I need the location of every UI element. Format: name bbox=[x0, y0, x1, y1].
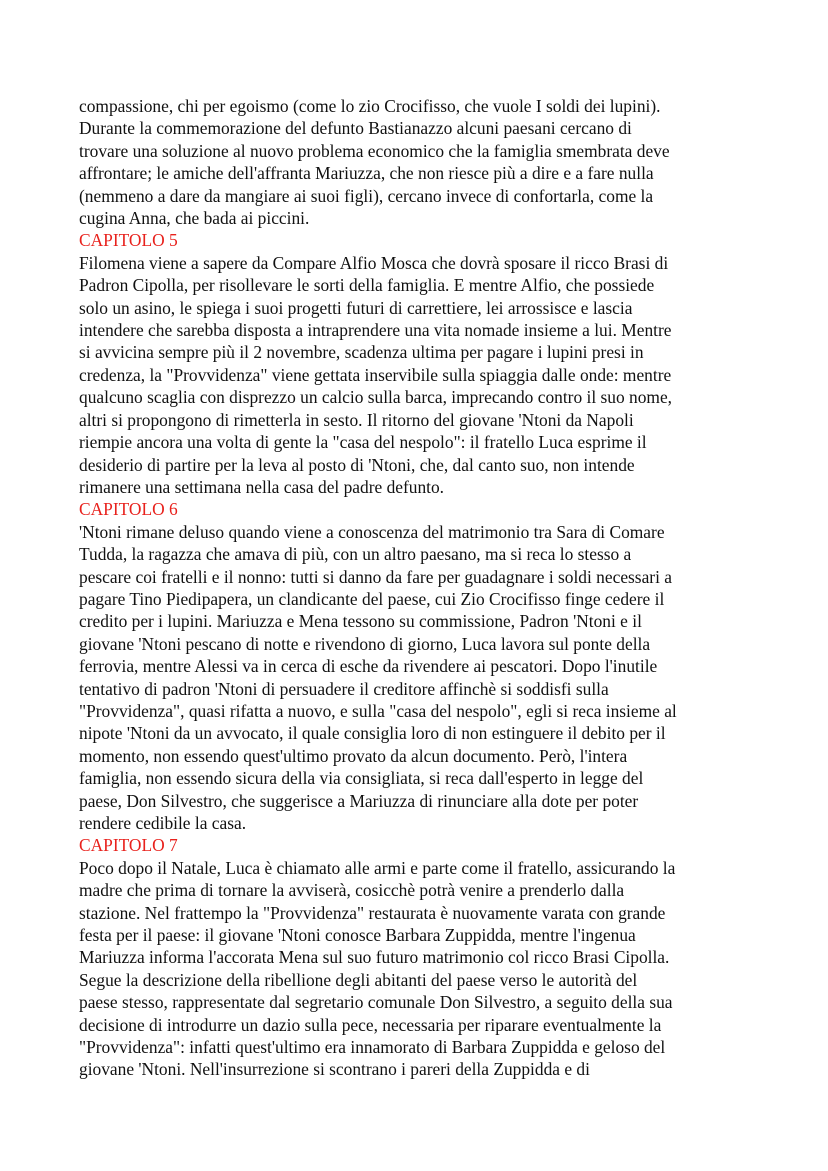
text-line: 'Ntoni rimane deluso quando viene a conoscenza del matrimonio tra Sara di Comare bbox=[79, 521, 665, 542]
text-line: famiglia, non essendo sicura della via consigliata, si reca dall'esperto in legge del bbox=[79, 768, 644, 789]
text-line: altri si propongono di rimetterla in sesto. Il ritorno del giovane 'Ntoni da Napoli bbox=[79, 409, 634, 430]
chapter-5-paragraph bbox=[79, 252, 759, 498]
text-line: desiderio di partire per la leva al posto di 'Ntoni, che, dal canto suo, non intende bbox=[79, 454, 635, 475]
chapter-6-paragraph bbox=[79, 521, 759, 835]
text-line: paese, Don Silvestro, che suggerisce a Mariuzza di rinunciare alla dote per poter bbox=[79, 790, 639, 811]
text-line: credito per i lupini. Mariuzza e Mena tessono su commissione, Padron 'Ntoni e il bbox=[79, 611, 642, 632]
text-line: qualcuno scaglia con disprezzo un calcio sulla barca, imprecando contro il suo nome, bbox=[79, 387, 673, 408]
text-line: madre che prima di tornare la avviserà, cosicchè potrà venire a prenderlo dalla bbox=[79, 880, 625, 901]
text-line: Padron Cipolla, per risollevare le sorti della famiglia. E mentre Alfio, che possiede bbox=[79, 275, 655, 296]
text-line: (nemmeno a dare da mangiare ai suoi figli), cercano invece di confortarla, come la bbox=[79, 185, 654, 206]
text-line: intendere che sarebba disposta a intraprendere una vita nomade insieme a lui. Mentre bbox=[79, 320, 672, 341]
text-line: riempie ancora una volta di gente la "casa del nespolo": il fratello Luca esprime il bbox=[79, 432, 647, 453]
text-line: stazione. Nel frattempo la "Provvidenza" restaurata è nuovamente varata con grande bbox=[79, 902, 666, 923]
text-line: rendere cedibile la casa. bbox=[79, 813, 247, 833]
text-line: rimanere una settimana nella casa del padre defunto. bbox=[79, 476, 445, 497]
text-line: pescare coi fratelli e il nonno: tutti si danno da fare per guadagnare i soldi necessari a bbox=[79, 566, 672, 587]
text-line: tentativo di padron 'Ntoni di persuadere il creditore affinchè si soddisfi sulla bbox=[79, 678, 609, 699]
text-line: Durante la commemorazione del defunto Bastianazzo alcuni paesani cercano di bbox=[79, 118, 632, 139]
text-line: "Provvidenza": infatti quest'ultimo era innamorato di Barbara Zuppidda e geloso del bbox=[79, 1037, 666, 1058]
text-line: Tudda, la ragazza che amava di più, con un altro paesano, ma si reca lo stesso a bbox=[79, 544, 632, 565]
intro-paragraph bbox=[79, 95, 759, 229]
text-line: giovane 'Ntoni. Nell'insurrezione si scontrano i pareri della Zuppidda e di bbox=[79, 1059, 590, 1080]
text-line: nipote 'Ntoni da un avvocato, il quale consiglia loro di non estinguere il debito per il bbox=[79, 723, 666, 744]
text-line: "Provvidenza", quasi rifatta a nuovo, e sulla "casa del nespolo", egli si reca insieme al bbox=[79, 700, 677, 721]
text-line: si avvicina sempre più il 2 novembre, scadenza ultima per pagare i lupini presi in bbox=[79, 342, 644, 363]
text-line: trovare una soluzione al nuovo problema economico che la famiglia smembrata deve bbox=[79, 140, 670, 161]
text-line: decisione di introdurre un dazio sulla pece, necessaria per riparare eventualmente la bbox=[79, 1014, 662, 1035]
text-line: Segue la descrizione della ribellione degli abitanti del paese verso le autorità del bbox=[79, 969, 638, 990]
chapter-5-heading: CAPITOLO 5 bbox=[79, 230, 178, 251]
text-line: Filomena viene a sapere da Compare Alfio Mosca che dovrà sposare il ricco Brasi di bbox=[79, 252, 669, 273]
text-line: giovane 'Ntoni pescano di notte e rivendono di giorno, Luca lavora sul ponte della bbox=[79, 633, 651, 654]
text-line: Mariuzza informa l'accorata Mena sul suo futuro matrimonio col ricco Brasi Cipolla. bbox=[79, 947, 670, 968]
text-line: festa per il paese: il giovane 'Ntoni conosce Barbara Zuppidda, mentre l'ingenua bbox=[79, 925, 636, 946]
text-line: ferrovia, mentre Alessi va in cerca di esche da rivendere ai pescatori. Dopo l'inutile bbox=[79, 656, 658, 677]
text-line: compassione, chi per egoismo (come lo zio Crocifisso, che vuole I soldi dei lupini). bbox=[79, 96, 661, 116]
text-line: solo un asino, le spiega i suoi progetti futuri di carrettiere, lei arrossisce e lascia bbox=[79, 297, 633, 318]
text-line: credenza, la "Provvidenza" viene gettata inservibile sulla spiaggia dalle onde: mentre bbox=[79, 364, 672, 385]
text-line: Poco dopo il Natale, Luca è chiamato alle armi e parte come il fratello, assicurando la bbox=[79, 857, 676, 878]
text-line: paese stesso, rappresentate dal segretario comunale Don Silvestro, a seguito della sua bbox=[79, 992, 673, 1013]
text-line: momento, non essendo quest'ultimo provato da alcun documento. Però, l'intera bbox=[79, 745, 628, 766]
chapter-6-heading: CAPITOLO 6 bbox=[79, 499, 178, 520]
document-page bbox=[79, 95, 759, 1081]
text-line: affrontare; le amiche dell'affranta Mariuzza, che non riesce più a dire e a fare nulla bbox=[79, 163, 654, 184]
text-line: pagare Tino Piedipapera, un clandicante del paese, cui Zio Crocifisso finge cedere il bbox=[79, 588, 665, 609]
chapter-7-paragraph bbox=[79, 857, 759, 1081]
chapter-7-heading: CAPITOLO 7 bbox=[79, 835, 178, 856]
text-line: cugina Anna, che bada ai piccini. bbox=[79, 208, 310, 229]
